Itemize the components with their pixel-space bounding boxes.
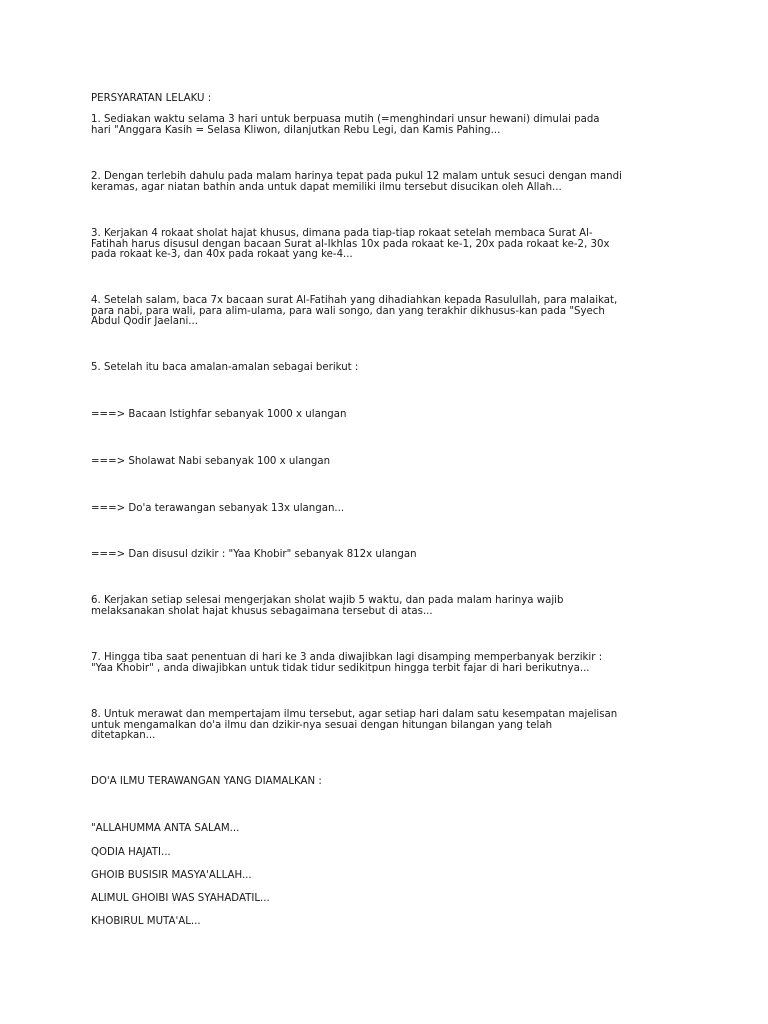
paragraph-8: 8. Untuk merawat dan mempertajam ilmu tersebut, agar setiap hari dalam satu kesempatan majelisan untuk mengamalkan do'a ilmu dan dzikir-nya sesuai dengan hitungan bilangan yang telah ditetapkan... (91, 709, 618, 741)
paragraph-4: 4. Setelah salam, baca 7x bacaan surat Al-Fatihah yang dihadiahkan kepada Rasulullah, para malaikat, para nabi, para wali, para alim-ulama, para wali songo, dan yang terakhir dikhusus-kan pada "Syech Abdul Qodir Jaelani... (91, 295, 618, 327)
doa-line-2: QODIA HAJATI... (91, 847, 171, 858)
doa-line-4: ALIMUL GHOIBI WAS SYAHADATIL... (91, 893, 270, 904)
paragraph-3: 3. Kerjakan 4 rokaat sholat hajat khusus, dimana pada tiap-tiap rokaat setelah membaca Surat Al- Fatihah harus disusul dengan bacaan Surat al-Ikhlas 10x pada rokaat ke-1, 20x pada rokaat ke-2, 30x pada rokaat ke-3, dan 40x pada rokaat yang ke-4... (91, 228, 610, 260)
paragraph-1: 1. Sediakan waktu selama 3 hari untuk berpuasa mutih (=menghindari unsur hewani) dimulai pada hari "Anggara Kasih = Selasa Kliwon, dilanjutkan Rebu Legi, dan Kamis Pahing... (91, 114, 600, 136)
doa-line-3: GHOIB BUSISIR MASYA'ALLAH... (91, 870, 252, 881)
practice-item-doa: ===> Do'a terawangan sebanyak 13x ulangan... (91, 503, 345, 514)
practice-item-dzikir: ===> Dan disusul dzikir : "Yaa Khobir" sebanyak 812x ulangan (91, 549, 417, 560)
practice-item-istighfar: ===> Bacaan Istighfar sebanyak 1000 x ulangan (91, 409, 347, 420)
paragraph-6: 6. Kerjakan setiap selesai mengerjakan sholat wajib 5 waktu, dan pada malam harinya wajib melaksanakan sholat hajat khusus sebagaimana tersebut di atas... (91, 595, 564, 617)
paragraph-2: 2. Dengan terlebih dahulu pada malam harinya tepat pada pukul 12 malam untuk sesuci dengan mandi keramas, agar niatan bathin anda untuk dapat memiliki ilmu tersebut disucikan oleh Allah... (91, 171, 622, 193)
doa-line-1: "ALLAHUMMA ANTA SALAM... (91, 823, 240, 834)
doa-heading: DO'A ILMU TERAWANGAN YANG DIAMALKAN : (91, 776, 322, 787)
paragraph-5: 5. Setelah itu baca amalan-amalan sebagai berikut : (91, 362, 359, 373)
doa-line-5: KHOBIRUL MUTA'AL... (91, 916, 201, 927)
paragraph-7: 7. Hingga tiba saat penentuan di hari ke 3 anda diwajibkan lagi disamping memperbanyak berzikir : "Yaa Khobir" , anda diwajibkan untuk tidak tidur sedikitpun hingga terbit fajar di hari berikutnya... (91, 652, 603, 674)
document-heading: PERSYARATAN LELAKU : (91, 93, 212, 104)
practice-item-sholawat: ===> Sholawat Nabi sebanyak 100 x ulangan (91, 456, 331, 467)
